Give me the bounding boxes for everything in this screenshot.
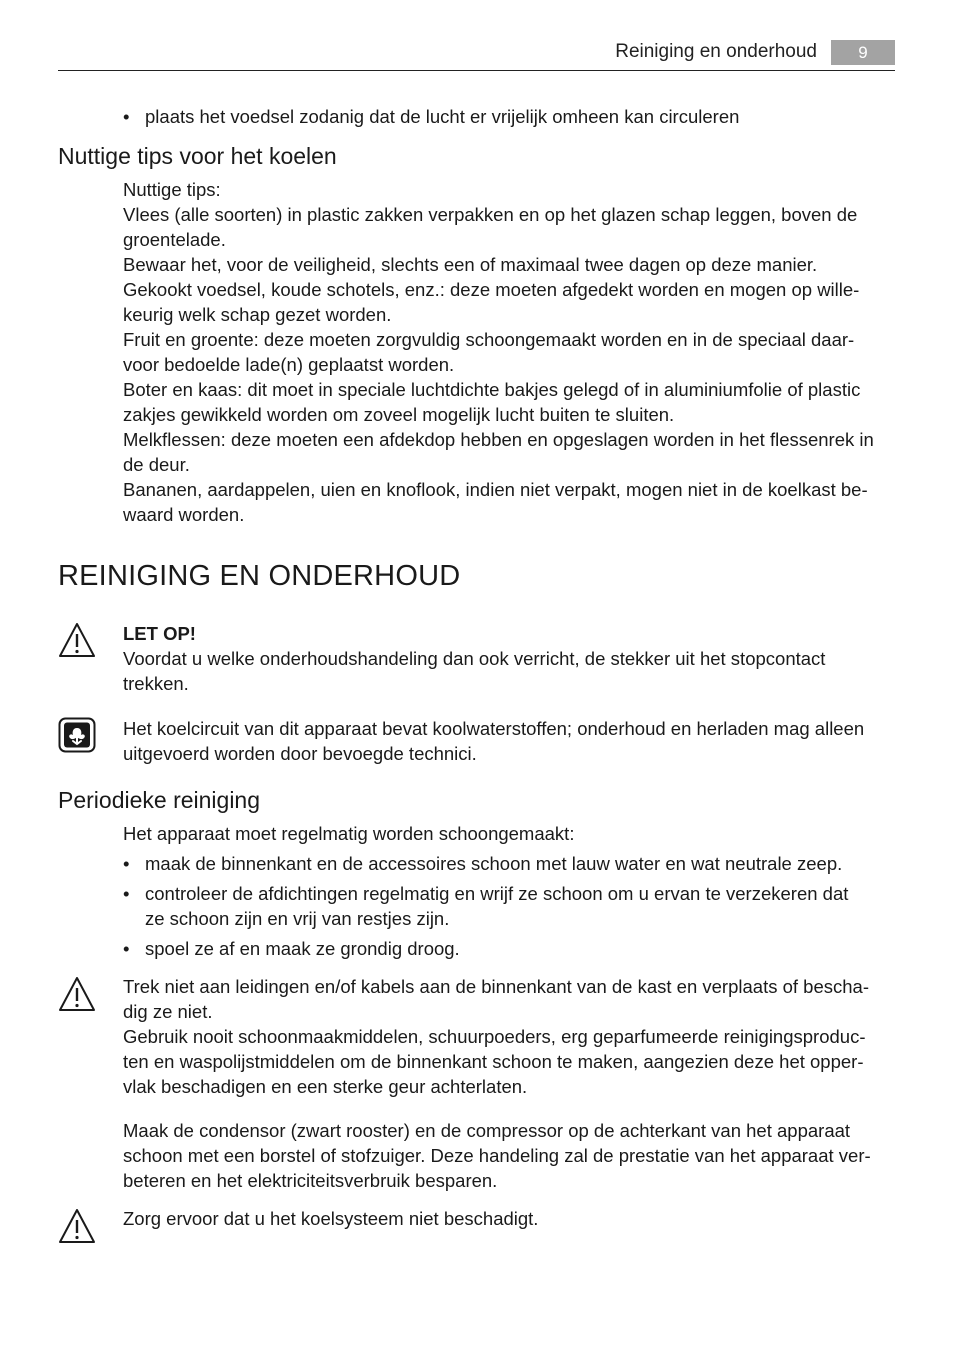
warning-title: LET OP! bbox=[123, 623, 196, 644]
text-line: spoel ze af en maak ze grondig droog. bbox=[145, 938, 460, 959]
text-line: trekken. bbox=[123, 673, 189, 694]
text-line: dig ze niet. bbox=[123, 1001, 213, 1022]
environment-flower-icon bbox=[58, 717, 96, 753]
bullet-marker: • bbox=[123, 106, 130, 127]
periodic-bullet-1 bbox=[145, 851, 895, 876]
section-heading: REINIGING EN ONDERHOUD bbox=[58, 560, 461, 592]
text-line: Voordat u welke onderhoudshandeling dan ook verricht, de stekker uit het stopcontact bbox=[123, 648, 826, 669]
bullet-marker: • bbox=[123, 853, 130, 874]
warning-cooling-system: Zorg ervoor dat u het koelsysteem niet beschadigt. bbox=[123, 1208, 539, 1229]
text-line: beteren en het elektriciteitsverbruik besparen. bbox=[123, 1170, 498, 1191]
text-line: Vlees (alle soorten) in plastic zakken verpakken en op het glazen schap leggen, boven de bbox=[123, 204, 858, 225]
text-line: Bewaar het, voor de veiligheid, slechts een of maximaal twee dagen op deze manier. bbox=[123, 254, 818, 275]
text-line: Bananen, aardappelen, uien en knoflook, indien niet verpakt, mogen niet in de koelkast be- bbox=[123, 479, 868, 500]
text-line: Gekookt voedsel, koude schotels, enz.: deze moeten afgedekt worden en mogen op wille- bbox=[123, 279, 860, 300]
running-header-title: Reiniging en onderhoud bbox=[615, 41, 817, 62]
text-line: Trek niet aan leidingen en/of kabels aan de binnenkant van de kast en verplaats of bescha- bbox=[123, 976, 869, 997]
text-line: ze schoon zijn en vrij van restjes zijn. bbox=[145, 908, 450, 929]
cooling-tips-text bbox=[123, 177, 895, 527]
page-number-badge: 9 bbox=[831, 40, 895, 65]
warning-triangle-icon bbox=[58, 622, 96, 658]
bullet-marker: • bbox=[123, 938, 130, 959]
warning-cables bbox=[123, 974, 895, 1099]
text-line: controleer de afdichtingen regelmatig en wrijf ze schoon om u ervan te verzekeren dat bbox=[145, 883, 849, 904]
text-line: maak de binnenkant en de accessoires schoon met lauw water en wat neutrale zeep. bbox=[145, 853, 843, 874]
warning-triangle-icon bbox=[58, 1208, 96, 1244]
warning-triangle-icon bbox=[58, 976, 96, 1012]
text-line: keurig welk schap gezet worden. bbox=[123, 304, 392, 325]
text-line: ten en waspolijstmiddelen om de binnenkant schoon te maken, aangezien deze het opper- bbox=[123, 1051, 864, 1072]
periodic-bullet-2 bbox=[145, 881, 895, 931]
periodic-cleaning-heading: Periodieke reiniging bbox=[58, 787, 261, 813]
text-line: Boter en kaas: dit moet in speciale luchtdichte bakjes gelegd of in aluminiumfolie of plastic bbox=[123, 379, 861, 400]
text-line: groentelade. bbox=[123, 229, 226, 250]
text-line: uitgevoerd worden door bevoegde technici. bbox=[123, 743, 477, 764]
condenser-paragraph bbox=[123, 1118, 895, 1193]
intro-bullet-text: plaats het voedsel zodanig dat de lucht er vrijelijk omheen kan circuleren bbox=[145, 106, 740, 127]
text-line: Het koelcircuit van dit apparaat bevat koolwaterstoffen; onderhoud en herladen mag alleen bbox=[123, 718, 865, 739]
text-line: voor bedoelde lade(n) geplaatst worden. bbox=[123, 354, 455, 375]
warning-let-op bbox=[123, 621, 895, 696]
text-line: de deur. bbox=[123, 454, 190, 475]
text-line: Maak de condensor (zwart rooster) en de compressor op de achterkant van het apparaat bbox=[123, 1120, 851, 1141]
text-line: Melkflessen: deze moeten een afdekdop hebben en opgeslagen worden in het flessenrek in bbox=[123, 429, 874, 450]
text-line: Fruit en groente: deze moeten zorgvuldig schoongemaakt worden en in de speciaal daar- bbox=[123, 329, 855, 350]
periodic-bullet-3 bbox=[145, 936, 895, 961]
text-line: Nuttige tips: bbox=[123, 179, 221, 200]
text-line: schoon met een borstel of stofzuiger. Deze handeling zal de prestatie van het apparaat ver- bbox=[123, 1145, 871, 1166]
text-line: zakjes gewikkeld worden om zoveel mogelijk lucht buiten te sluiten. bbox=[123, 404, 675, 425]
header-divider bbox=[58, 70, 895, 71]
text-line: Gebruik nooit schoonmaakmiddelen, schuurpoeders, erg geparfumeerde reinigingsproduc- bbox=[123, 1026, 866, 1047]
text-line: waard worden. bbox=[123, 504, 245, 525]
cooling-tips-heading: Nuttige tips voor het koelen bbox=[58, 143, 337, 169]
bullet-marker: • bbox=[123, 883, 130, 904]
periodic-intro: Het apparaat moet regelmatig worden schoongemaakt: bbox=[123, 823, 575, 844]
text-line: vlak beschadigen en een sterke geur achterlaten. bbox=[123, 1076, 528, 1097]
environment-note bbox=[123, 716, 895, 766]
